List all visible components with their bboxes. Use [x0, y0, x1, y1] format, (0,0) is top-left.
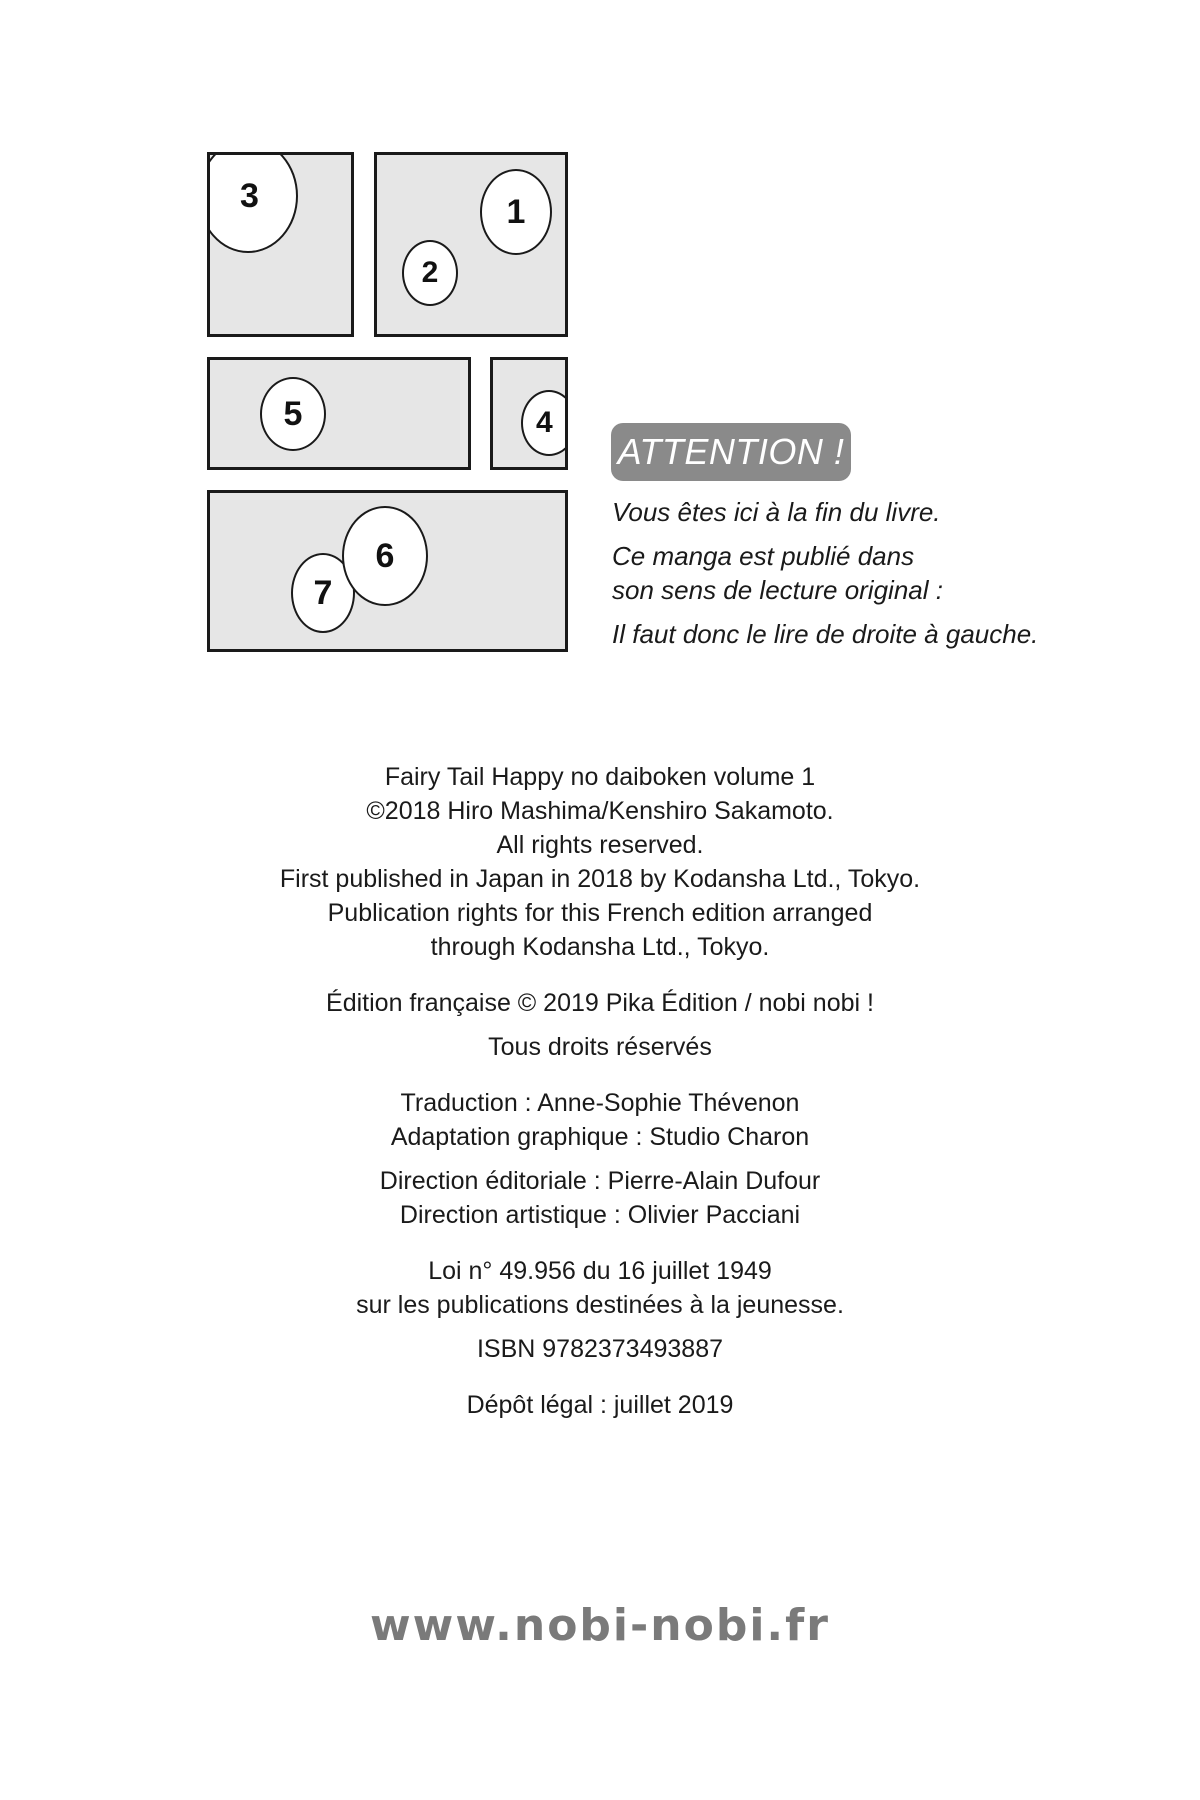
law-line: sur les publications destinées à la jeunesse.	[356, 1291, 844, 1319]
isbn-block	[100, 1332, 1100, 1366]
attention-line: Vous êtes ici à la fin du livre.	[612, 497, 941, 527]
bubble-4	[521, 390, 568, 456]
attention-text	[612, 495, 1172, 661]
copyright-line: Publication rights for this French edition arranged	[327, 899, 873, 927]
legal-deposit-block	[100, 1388, 1100, 1422]
copyright-line: ©2018 Hiro Mashima/Kenshiro Sakamoto.	[366, 797, 834, 825]
law-line: Loi n° 49.956 du 16 juillet 1949	[428, 1257, 772, 1285]
bubble-1	[480, 169, 552, 255]
artistic-direction-credit: Direction artistique : Olivier Pacciani	[399, 1201, 801, 1229]
bubble-5	[260, 377, 326, 451]
isbn: ISBN 9782373493887	[476, 1335, 724, 1363]
bubble-number: 3	[240, 176, 259, 215]
bubble-6	[342, 506, 428, 606]
attention-line: Ce manga est publié dans	[612, 541, 915, 571]
legal-notice	[100, 760, 1100, 1432]
panel-top-right	[374, 152, 568, 337]
bubble-2	[402, 240, 458, 306]
bubble-number: 6	[375, 536, 395, 575]
attention-title: ATTENTION !	[617, 431, 845, 472]
attention-badge	[611, 423, 851, 481]
bubble-3	[207, 152, 298, 253]
copyright-line: through Kodansha Ltd., Tokyo.	[430, 933, 770, 961]
attention-line: Il faut donc le lire de droite à gauche.	[612, 619, 1039, 649]
bubble-number: 2	[421, 256, 439, 289]
website-url[interactable]: www.nobi-nobi.fr	[370, 1600, 830, 1651]
credits-block-2	[100, 1164, 1100, 1232]
bubble-number: 5	[283, 394, 303, 433]
panel-top-left	[207, 152, 354, 337]
french-edition: Édition française © 2019 Pika Édition / nobi nobi !	[326, 989, 874, 1017]
copyright-block	[100, 760, 1100, 964]
rights-block	[100, 1030, 1100, 1064]
panel-middle-right	[490, 357, 568, 470]
bubble-number: 1	[506, 192, 526, 231]
copyright-line: Fairy Tail Happy no daiboken volume 1	[384, 763, 816, 791]
panel-middle-left	[207, 357, 471, 470]
law-block	[100, 1254, 1100, 1322]
panel-bottom	[207, 490, 568, 652]
rights-reserved: Tous droits réservés	[488, 1033, 712, 1061]
attention-line: son sens de lecture original :	[612, 575, 943, 605]
credits-block-1	[100, 1086, 1100, 1154]
copyright-line: First published in Japan in 2018 by Kodansha Ltd., Tokyo.	[279, 865, 921, 893]
editorial-direction-credit: Direction éditoriale : Pierre-Alain Dufour	[379, 1167, 821, 1195]
legal-deposit: Dépôt légal : juillet 2019	[466, 1391, 734, 1419]
translation-credit: Traduction : Anne-Sophie Thévenon	[400, 1089, 800, 1117]
french-edition-block	[100, 986, 1100, 1020]
graphic-adaptation-credit: Adaptation graphique : Studio Charon	[390, 1123, 810, 1151]
bubble-number: 4	[536, 406, 553, 439]
copyright-line: All rights reserved.	[496, 831, 704, 859]
bubble-number: 7	[313, 573, 333, 612]
